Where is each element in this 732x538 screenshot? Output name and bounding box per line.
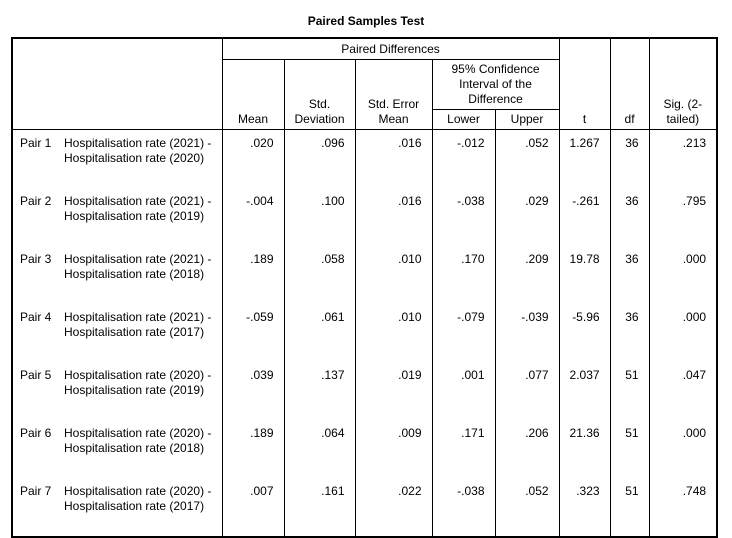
cell-sig: .000 — [682, 310, 707, 324]
cell-ci-lower: -.038 — [432, 188, 495, 246]
pair-label: Pair 1 — [20, 136, 52, 150]
cell-sig: .000 — [682, 252, 707, 266]
cell-df: 36 — [610, 246, 649, 304]
cell-ci-upper: .029 — [495, 188, 559, 246]
header-lower: Lower — [432, 110, 495, 130]
cell-std-deviation: .161 — [284, 478, 355, 537]
header-sig: Sig. (2-tailed) — [649, 38, 717, 130]
cell-df: 36 — [610, 130, 649, 189]
cell-df: 51 — [610, 420, 649, 478]
cell-t: -5.96 — [559, 304, 610, 362]
cell-std-error-mean: .016 — [355, 130, 432, 189]
cell-ci-upper: .206 — [495, 420, 559, 478]
paired-samples-test-table — [11, 37, 718, 538]
cell-sig: .047 — [682, 368, 707, 382]
cell-sig: .213 — [682, 136, 707, 150]
cell-ci-lower: -.038 — [432, 478, 495, 537]
cell-ci-upper: .209 — [495, 246, 559, 304]
pair-description: Hospitalisation rate (2020) - Hospitalisation rate (2018) — [64, 420, 222, 478]
cell-t: 21.36 — [559, 420, 610, 478]
cell-std-error-mean: .019 — [355, 362, 432, 420]
cell-std-error-mean: .009 — [355, 420, 432, 478]
header-mean: Mean — [222, 60, 284, 130]
cell-t: .323 — [559, 478, 610, 537]
cell-t: 1.267 — [559, 130, 610, 189]
cell-std-deviation: .100 — [284, 188, 355, 246]
table-row — [12, 478, 717, 537]
cell-mean: .189 — [222, 420, 284, 478]
pair-label: Pair 5 — [20, 368, 52, 382]
cell-mean: -.059 — [222, 304, 284, 362]
pair-label: Pair 2 — [20, 194, 52, 208]
cell-df: 51 — [610, 478, 649, 537]
header-paired-differences: Paired Differences — [222, 38, 559, 60]
cell-ci-upper: -.039 — [495, 304, 559, 362]
cell-std-deviation: .096 — [284, 130, 355, 189]
table-row — [12, 420, 717, 478]
cell-ci-upper: .052 — [495, 478, 559, 537]
pair-label: Pair 3 — [20, 252, 52, 266]
header-std-error-mean: Std. Error Mean — [355, 60, 432, 130]
cell-mean: .007 — [222, 478, 284, 537]
cell-t: -.261 — [559, 188, 610, 246]
pair-description: Hospitalisation rate (2020) - Hospitalisation rate (2019) — [64, 362, 222, 420]
header-t: t — [559, 38, 610, 130]
header-confidence-interval: 95% Confidence Interval of the Difference — [432, 60, 559, 110]
table-row — [12, 362, 717, 420]
header-std-deviation: Std. Deviation — [284, 60, 355, 130]
pair-label: Pair 6 — [20, 426, 52, 440]
pair-description: Hospitalisation rate (2021) - Hospitalisation rate (2017) — [64, 304, 222, 362]
cell-ci-lower: .001 — [432, 362, 495, 420]
cell-mean: .039 — [222, 362, 284, 420]
pair-description: Hospitalisation rate (2021) - Hospitalisation rate (2020) — [64, 130, 222, 189]
cell-std-deviation: .064 — [284, 420, 355, 478]
cell-mean: .189 — [222, 246, 284, 304]
cell-df: 36 — [610, 188, 649, 246]
cell-t: 19.78 — [559, 246, 610, 304]
table-row — [12, 304, 717, 362]
table-row — [12, 246, 717, 304]
cell-ci-lower: .171 — [432, 420, 495, 478]
header-df: df — [610, 38, 649, 130]
cell-ci-lower: -.079 — [432, 304, 495, 362]
cell-std-error-mean: .010 — [355, 246, 432, 304]
header-corner — [12, 38, 222, 130]
cell-sig: .795 — [682, 194, 707, 208]
pair-description: Hospitalisation rate (2021) - Hospitalisation rate (2018) — [64, 246, 222, 304]
cell-mean: .020 — [222, 130, 284, 189]
pair-description: Hospitalisation rate (2021) - Hospitalisation rate (2019) — [64, 188, 222, 246]
cell-df: 36 — [610, 304, 649, 362]
cell-ci-upper: .052 — [495, 130, 559, 189]
cell-std-deviation: .061 — [284, 304, 355, 362]
cell-mean: -.004 — [222, 188, 284, 246]
cell-ci-lower: .170 — [432, 246, 495, 304]
cell-df: 51 — [610, 362, 649, 420]
table-title: Paired Samples Test — [307, 14, 425, 28]
table-body — [12, 130, 717, 538]
table-row — [12, 130, 717, 189]
cell-ci-lower: -.012 — [432, 130, 495, 189]
cell-std-error-mean: .022 — [355, 478, 432, 537]
header-upper: Upper — [495, 110, 559, 130]
pair-label: Pair 4 — [20, 310, 52, 324]
cell-std-error-mean: .010 — [355, 304, 432, 362]
cell-ci-upper: .077 — [495, 362, 559, 420]
cell-sig: .748 — [682, 484, 707, 498]
cell-std-error-mean: .016 — [355, 188, 432, 246]
pair-description: Hospitalisation rate (2020) - Hospitalisation rate (2017) — [64, 478, 222, 537]
pair-label: Pair 7 — [20, 484, 52, 498]
cell-sig: .000 — [682, 426, 707, 440]
cell-std-deviation: .137 — [284, 362, 355, 420]
cell-std-deviation: .058 — [284, 246, 355, 304]
table-row — [12, 188, 717, 246]
cell-t: 2.037 — [559, 362, 610, 420]
